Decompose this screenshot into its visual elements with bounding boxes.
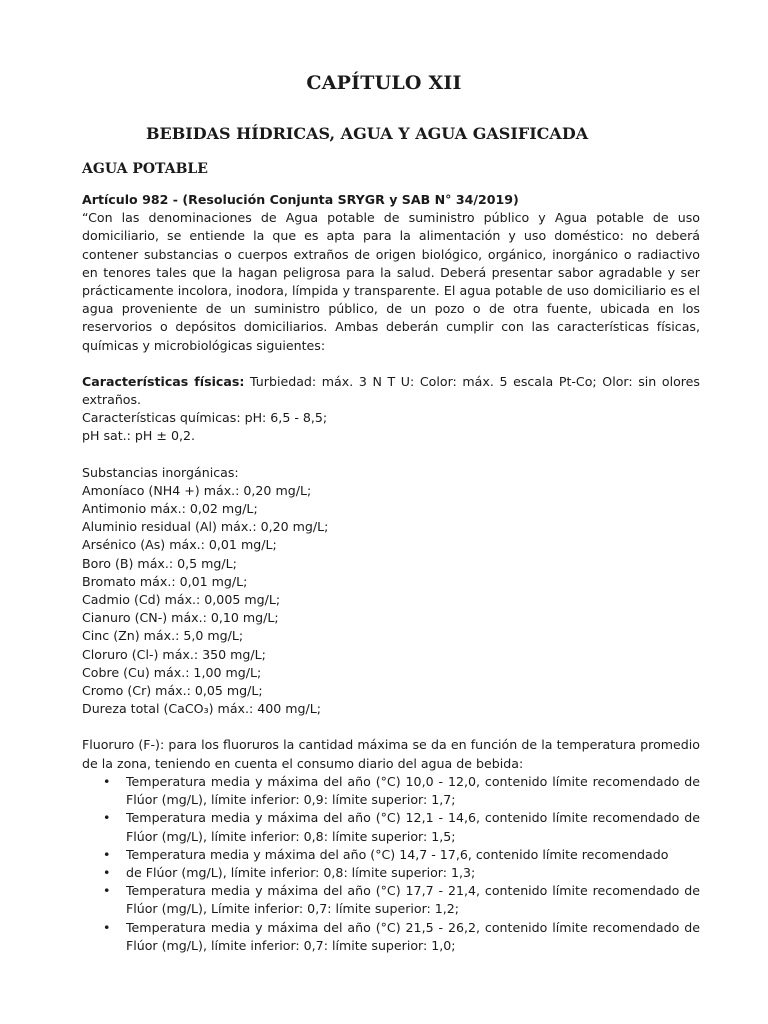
bullet-icon: • xyxy=(103,883,111,899)
document-body xyxy=(82,191,700,955)
list-item: Cinc (Zn) máx.: 5,0 mg/L; xyxy=(82,628,244,644)
chapter-title: CAPÍTULO XII xyxy=(306,72,462,94)
list-item: Cadmio (Cd) máx.: 0,005 mg/L; xyxy=(82,592,281,608)
inorganic-list xyxy=(82,482,700,719)
list-item: Aluminio residual (Al) máx.: 0,20 mg/L; xyxy=(82,519,329,535)
subsection-title: AGUA POTABLE xyxy=(82,161,208,177)
list-item: Boro (B) máx.: 0,5 mg/L; xyxy=(82,555,237,571)
inorganic-heading: Substancias inorgánicas: xyxy=(82,464,239,480)
section-title: BEBIDAS HÍDRICAS, AGUA Y AGUA GASIFICADA xyxy=(146,124,589,143)
physical-characteristics xyxy=(82,373,700,409)
list-item: Antimonio máx.: 0,02 mg/L; xyxy=(82,501,258,517)
list-item: Arsénico (As) máx.: 0,01 mg/L; xyxy=(82,537,277,553)
article-paragraph: “Con las denominaciones de Agua potable de suministro público y Agua potable de uso domiciliario, se entiende la que es apta para la alimentación y uso doméstico: no deberá contener substancias o cuerpos extraños de origen biológico, orgánico, inorgánico o radiactivo en tenores tales que la hagan peligrosa para la salud. Deberá presentar sabor agradable y ser prácticamente incolora, inodora, límpida y transparente. El agua potable de uso domiciliario es el agua proveniente de un suministro público, de un pozo o de otra fuente, ubicada en los reservorios o depósitos domiciliarios. Ambas deberán cumplir con las características físicas, químicas y microbiológicas siguientes: xyxy=(82,210,700,353)
list-item: Cianuro (CN-) máx.: 0,10 mg/L; xyxy=(82,610,279,626)
article-heading: Artículo 982 - (Resolución Conjunta SRYGR y SAB N° 34/2019) xyxy=(82,192,519,207)
fluoride-list xyxy=(82,773,700,955)
physical-text: Turbiedad: máx. 3 N T U: Color: máx. 5 escala Pt-Co; Olor: sin olores extraños. xyxy=(82,373,700,408)
bullet-icon: • xyxy=(103,773,111,789)
physical-label: Características físicas: xyxy=(82,373,245,389)
bullet-icon: • xyxy=(103,846,111,862)
chemical-characteristics: Características químicas: pH: 6,5 - 8,5; xyxy=(82,410,328,426)
list-item: • Temperatura media y máxima del año (°C) 14,7 - 17,6, contenido límite recomendado xyxy=(82,846,700,864)
list-item: • Temperatura media y máxima del año (°C) 17,7 - 21,4, contenido límite recomendado de Flúor (mg/L), Límite inferior: 0,7: límite superior: 1,2; xyxy=(103,883,700,917)
bullet-icon: • xyxy=(103,810,111,826)
list-item: Cobre (Cu) máx.: 1,00 mg/L; xyxy=(82,664,262,680)
list-item: • Temperatura media y máxima del año (°C) 10,0 - 12,0, contenido límite recomendado de Flúor (mg/L), límite inferior: 0,9: límite superior: 1,7; xyxy=(103,773,700,808)
bullet-icon: • xyxy=(103,919,111,935)
list-item: Cromo (Cr) máx.: 0,05 mg/L; xyxy=(82,683,263,699)
bullet-icon: • xyxy=(103,864,111,880)
list-item: • Temperatura media y máxima del año (°C) 21,5 - 26,2, contenido límite recomendado de Flúor (mg/L), límite inferior: 0,7: límite superior: 1,0; xyxy=(103,919,700,953)
list-item: Amoníaco (NH4 +) máx.: 0,20 mg/L; xyxy=(82,482,312,498)
list-item: Cloruro (Cl-) máx.: 350 mg/L; xyxy=(82,646,266,662)
list-item: Dureza total (CaCO₃) máx.: 400 mg/L; xyxy=(82,701,322,717)
list-item: Bromato máx.: 0,01 mg/L; xyxy=(82,573,248,589)
list-item: • de Flúor (mg/L), límite inferior: 0,8: límite superior: 1,3; xyxy=(82,864,700,882)
fluoride-intro: Fluoruro (F-): para los fluoruros la cantidad máxima se da en función de la temperatura promedio de la zona, teniendo en cuenta el consumo diario del agua de bebida: xyxy=(82,737,700,771)
list-item: • Temperatura media y máxima del año (°C) 12,1 - 14,6, contenido límite recomendado de Flúor (mg/L), límite inferior: 0,8: límite superior: 1,5; xyxy=(103,810,700,844)
ph-sat: pH sat.: pH ± 0,2. xyxy=(82,428,195,444)
